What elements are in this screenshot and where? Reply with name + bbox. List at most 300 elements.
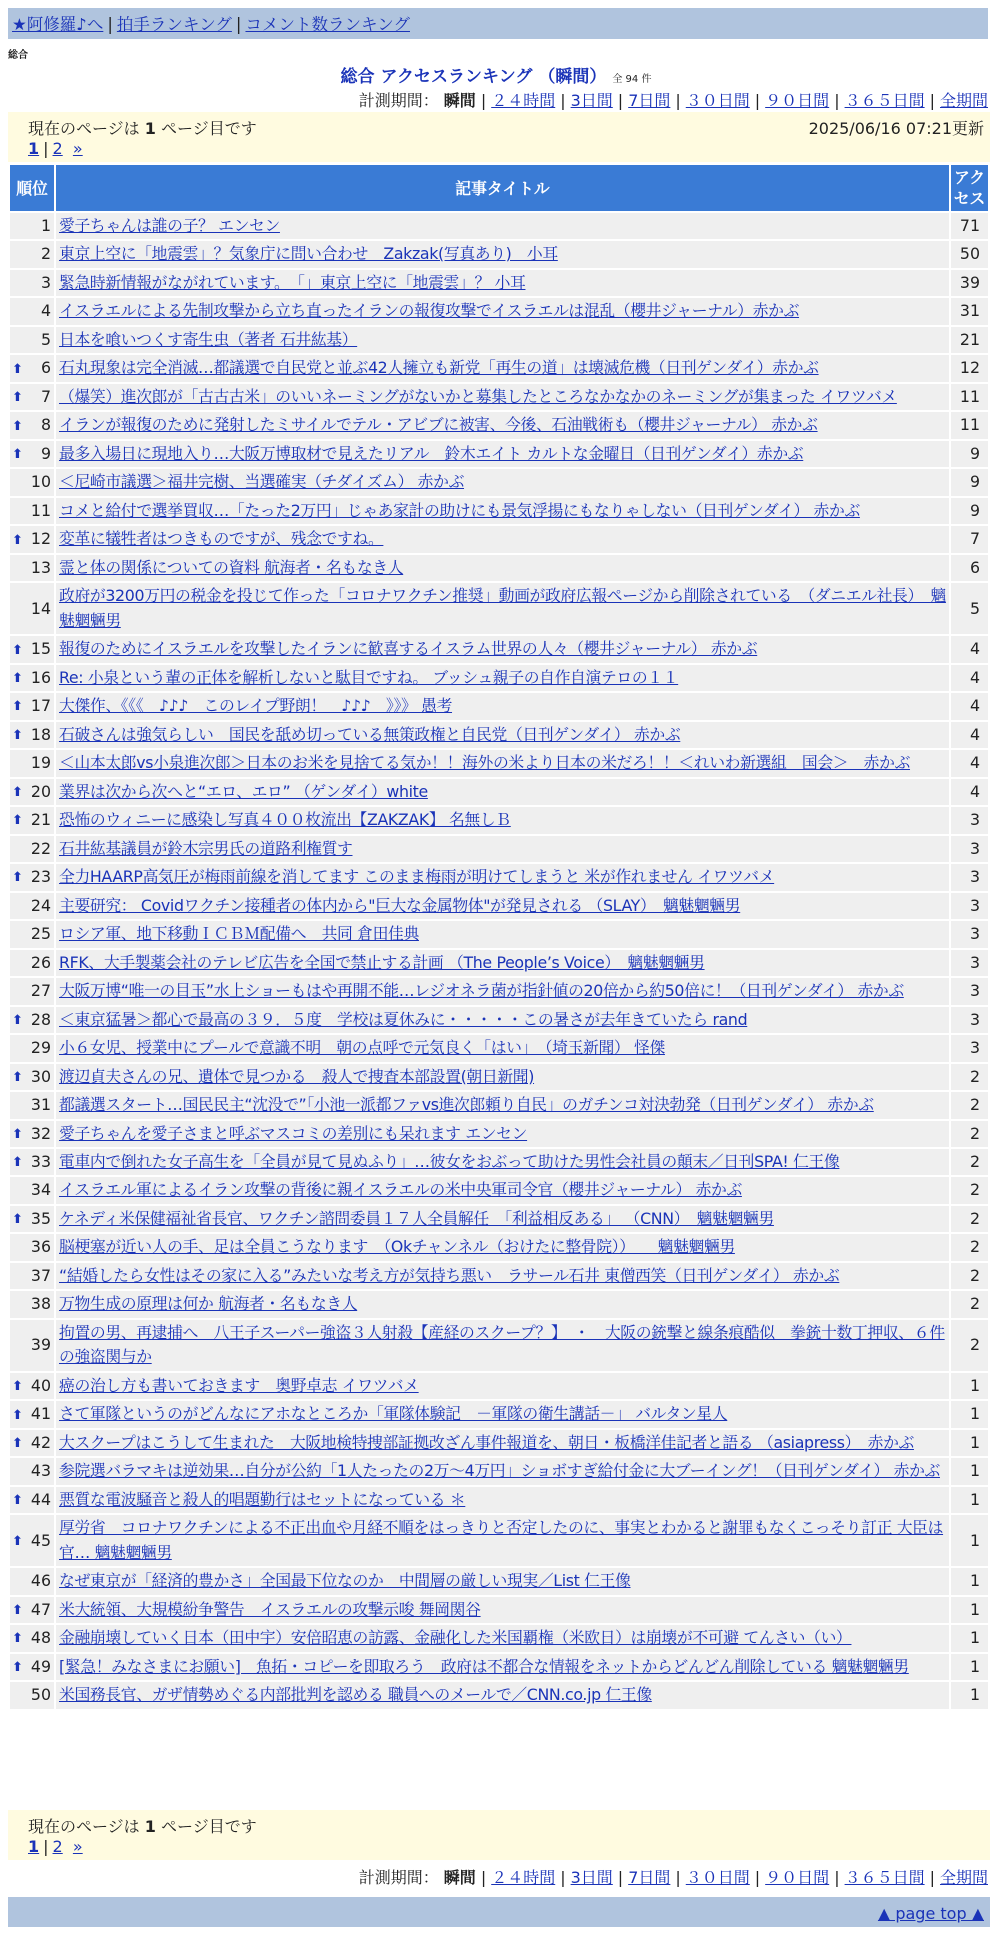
access-count: 1 <box>951 1373 988 1399</box>
article-title-link[interactable]: 渡辺貞夫さんの兄、遺体で見つかる 殺人で捜査本部設置(朝日新聞) <box>59 1066 535 1086</box>
table-row <box>10 722 988 748</box>
access-count: 3 <box>951 978 988 1004</box>
article-title-link[interactable]: 霊と体の関係についての資料 航海者・名もなき人 <box>59 557 404 577</box>
article-title-link[interactable]: 米国務長官、ガザ情勢めぐる内部批判を認める 職員へのメールで／CNN.co.jp 仁王像 <box>59 1685 652 1705</box>
article-title-link[interactable]: 愛子ちゃんを愛子さまと呼ぶマスコミの差別にも呆れます エンセン <box>59 1123 528 1143</box>
rank-cell <box>10 1291 54 1317</box>
article-title-link[interactable]: イスラエルによる先制攻撃から立ち直ったイランの報復攻撃でイスラエルは混乱（櫻井ジャーナル）赤かぶ <box>59 301 800 321</box>
article-title-link[interactable]: ＜山本太郎vs小泉進次郎＞日本のお米を見捨てる気か！！海外の米より日本の米だろ！！＜れいわ新選組 国会＞ 赤かぶ <box>59 753 911 773</box>
rank-number: 2 <box>40 244 51 264</box>
title-cell <box>56 1149 949 1175</box>
pager-page-1[interactable]: 1 <box>28 1837 40 1856</box>
rank-cell <box>10 1263 54 1289</box>
table-row <box>10 327 988 353</box>
title-cell <box>56 469 949 495</box>
title-cell <box>56 498 949 524</box>
pager-separator: | <box>43 1837 49 1856</box>
rank-number: 27 <box>30 981 51 1001</box>
rank-number: 34 <box>30 1180 51 1200</box>
article-title-link[interactable]: 石井紘基議員が鈴木宗男氏の道路利権質す <box>59 838 353 858</box>
access-count: 1 <box>951 1487 988 1513</box>
rank-number: 42 <box>30 1432 51 1452</box>
pager-page-2[interactable]: 2 <box>52 139 63 158</box>
article-title-link[interactable]: ケネディ米保健福祉省長官、ワクチン諮問委員１７人全員解任 「利益相反ある」 （CNN） 魑魅魍魎男 <box>59 1208 774 1228</box>
rank-number: 17 <box>30 696 51 716</box>
period-option[interactable]: 全期間 <box>939 1868 988 1887</box>
up-arrow-icon: ⬆ <box>12 670 23 686</box>
rank-cell <box>10 1654 54 1680</box>
rank-number: 50 <box>30 1685 51 1705</box>
article-title-link[interactable]: コメと給付で選挙買収…「たった2万円」じゃあ家計の助けにも景気浮揚にもなりゃしない（日刊ゲンダイ） 赤かぶ <box>59 500 860 520</box>
access-count: 11 <box>951 384 988 410</box>
period-separator: | <box>675 91 681 110</box>
article-title-link[interactable]: 東京上空に「地震雲」？気象庁に問い合わせ Zakzak(写真あり) 小耳 <box>59 244 558 264</box>
period-option[interactable]: 全期間 <box>939 91 988 110</box>
period-separator: | <box>560 1868 566 1887</box>
rank-cell <box>10 469 54 495</box>
table-row <box>10 1515 988 1566</box>
rank-cell <box>10 665 54 691</box>
rank-number: 36 <box>30 1237 51 1257</box>
up-arrow-icon: ⬆ <box>12 784 23 800</box>
access-count: 3 <box>951 807 988 833</box>
article-title-link[interactable]: 変革に犠牲者はつきものですが、残念ですね。 <box>59 529 384 549</box>
table-row <box>10 412 988 438</box>
rank-number: 16 <box>30 667 51 687</box>
rank-cell <box>10 1373 54 1399</box>
up-arrow-icon: ⬆ <box>12 1379 23 1395</box>
page-info-bottom <box>8 1810 990 1860</box>
title-cell <box>56 1263 949 1289</box>
rank-cell <box>10 441 54 467</box>
header-rank: 順位 <box>10 165 54 211</box>
nav-separator: | <box>107 15 113 34</box>
up-arrow-icon: ⬆ <box>12 1155 23 1171</box>
rank-number: 32 <box>30 1123 51 1143</box>
article-title-link[interactable]: 癌の治し方も書いておきます 奥野卓志 イワツバメ <box>59 1375 419 1395</box>
period-option[interactable]: ３０日間 <box>685 91 750 110</box>
rank-cell <box>10 693 54 719</box>
article-title-link[interactable]: イランが報復のために発射したミサイルでテル・アビブに被害、今後、石油戦術も（櫻井ジャーナル） 赤かぶ <box>59 415 818 435</box>
article-title-link[interactable]: 政府が3200万円の税金を投じて作った「コロナワクチン推奨」動画が政府広報ページから削除されている （ダニエル社長） 魑魅魍魎男 <box>59 586 946 630</box>
access-count: 2 <box>951 1149 988 1175</box>
page-prefix: 現在のページは <box>28 119 145 138</box>
title-cell <box>56 1234 949 1260</box>
rank-cell <box>10 555 54 581</box>
title-cell <box>56 1007 949 1033</box>
period-separator: | <box>834 1868 840 1887</box>
access-count: 1 <box>951 1515 988 1566</box>
period-option[interactable]: 7日間 <box>628 91 671 110</box>
title-cell <box>56 1177 949 1203</box>
rank-number: 26 <box>30 952 51 972</box>
access-count: 2 <box>951 1092 988 1118</box>
rank-number: 49 <box>30 1656 51 1676</box>
rank-number: 19 <box>30 753 51 773</box>
title-cell <box>56 665 949 691</box>
table-row <box>10 1092 988 1118</box>
rank-number: 12 <box>30 529 51 549</box>
article-title-link[interactable]: ＜東京猛暑＞都心で最高の３９．５度 学校は夏休みに・・・・・この暑さが去年きていたら rand <box>59 1009 748 1029</box>
nav-separator: | <box>235 15 242 34</box>
rank-number: 25 <box>30 924 51 944</box>
title-cell <box>56 1597 949 1623</box>
period-separator: | <box>929 1868 935 1887</box>
access-count: 1 <box>951 1458 988 1484</box>
period-current: 瞬間 <box>443 1868 476 1887</box>
access-count: 50 <box>951 241 988 267</box>
table-row <box>10 807 988 833</box>
article-title-link[interactable]: 悪質な電波騒音と殺人的唱題勤行はセットになっている ＊ <box>59 1489 466 1509</box>
period-separator: | <box>480 91 487 110</box>
current-page-text <box>28 1814 257 1837</box>
period-separator: | <box>617 1868 624 1887</box>
access-count: 4 <box>951 722 988 748</box>
article-title-link[interactable]: 万物生成の原理は何か 航海者・名もなき人 <box>59 1294 358 1314</box>
article-title-link[interactable]: 緊急時新情報がながれています。 「」東京上空に「地震雲」？ 小耳 <box>59 272 526 292</box>
rank-number: 40 <box>30 1375 51 1395</box>
rank-number: 6 <box>40 358 51 378</box>
article-title-link[interactable]: イスラエル軍によるイラン攻撃の背後に親イスラエルの米中央軍司令官（櫻井ジャーナル） 赤かぶ <box>59 1180 742 1200</box>
rank-cell <box>10 1401 54 1427</box>
current-page-text <box>28 116 257 139</box>
period-option[interactable]: 3日間 <box>570 91 613 110</box>
title-cell <box>56 298 949 324</box>
header-title: 記事タイトル <box>56 165 949 211</box>
rank-number: 7 <box>40 386 51 406</box>
article-title-link[interactable]: 日本を喰いつくす寄生虫（著者 石井紘基） <box>59 329 358 349</box>
title-cell <box>56 412 949 438</box>
table-row <box>10 1401 988 1427</box>
pager-next[interactable]: » <box>72 139 83 158</box>
table-row <box>10 779 988 805</box>
rank-number: 5 <box>40 329 51 349</box>
title-cell <box>56 1035 949 1061</box>
page-top-link[interactable]: ▲ page top ▲ <box>877 1904 984 1923</box>
rank-number: 33 <box>30 1151 51 1171</box>
rank-number: 37 <box>30 1265 51 1285</box>
table-row <box>10 1035 988 1061</box>
table-row <box>10 864 988 890</box>
table-row <box>10 921 988 947</box>
article-title-link[interactable]: 電車内で倒れた女子高生を「全員が見て見ぬふり」…彼女をおぶって助けた男性会社員の顛末／日刊SPA! 仁王像 <box>59 1151 840 1171</box>
table-row <box>10 1373 988 1399</box>
period-label: 計測期間： <box>358 1868 439 1887</box>
table-row <box>10 441 988 467</box>
article-title-link[interactable]: 大スクープはこうして生まれた 大阪地検特捜部証拠改ざん事件報道を、朝日・板橋洋佳記者と語る （asiapress） 赤かぶ <box>59 1432 914 1452</box>
table-row <box>10 665 988 691</box>
title-cell <box>56 1654 949 1680</box>
rank-cell <box>10 1320 54 1371</box>
table-row <box>10 1625 988 1651</box>
total-count: 全 94 件 <box>612 74 652 85</box>
access-count: 1 <box>951 1682 988 1708</box>
access-count: 9 <box>951 469 988 495</box>
title-cell <box>56 1430 949 1456</box>
article-title-link[interactable]: 米大統領、大規模紛争警告 イスラエルの攻撃示唆 舞岡関谷 <box>59 1599 481 1619</box>
rank-number: 10 <box>30 472 51 492</box>
title-cell <box>56 950 949 976</box>
rank-cell <box>10 1234 54 1260</box>
nav-comment-ranking-link[interactable]: コメント数ランキング <box>245 15 410 34</box>
table-row <box>10 355 988 381</box>
period-option[interactable]: ３０日間 <box>685 1868 750 1887</box>
article-title-link[interactable]: RFK、大手製薬会社のテレビ広告を全国で禁止する計画 （The People’s Voice） 魑魅魍魎男 <box>59 952 705 972</box>
rank-number: 46 <box>30 1571 51 1591</box>
period-option[interactable]: ９０日間 <box>765 1868 830 1887</box>
title-cell <box>56 1401 949 1427</box>
rank-number: 45 <box>30 1530 51 1550</box>
page-prefix: 現在のページは <box>28 1817 145 1836</box>
table-row <box>10 1682 988 1708</box>
article-title-link[interactable]: Re: 小泉という輩の正体を解析しないと駄目ですね。 ブッシュ親子の自作自演テロの１１ <box>59 667 679 687</box>
header-access: アクセス <box>951 165 988 211</box>
table-row <box>10 1064 988 1090</box>
period-option[interactable]: ２４時間 <box>491 1868 556 1887</box>
access-count: 4 <box>951 636 988 662</box>
section-tag: 総合 <box>8 50 28 61</box>
article-title-link[interactable]: （爆笑）進次郎が「古古古米」のいいネーミングがないかと募集したところなかなかのネーミングが集まった イワツバメ <box>59 386 897 406</box>
article-title-link[interactable]: 都議選スタート…国民民主“沈没で”「小池一派都ファvs進次郎頼り自民」のガチンコ対決勃発（日刊ゲンダイ） 赤かぶ <box>59 1095 874 1115</box>
period-separator: | <box>929 91 935 110</box>
period-option[interactable]: 3日間 <box>570 1868 613 1887</box>
rank-number: 4 <box>40 301 51 321</box>
period-separator: | <box>754 91 761 110</box>
table-row <box>10 750 988 776</box>
table-row <box>10 213 988 239</box>
table-row <box>10 1320 988 1371</box>
nav-home-link[interactable]: ★阿修羅♪へ <box>12 15 104 34</box>
article-title-link[interactable]: 全力HAARP高気圧が梅雨前線を消してます このまま梅雨が明けてしまうと 米が作れません イワツバメ <box>59 867 775 887</box>
rank-cell <box>10 1458 54 1484</box>
table-row <box>10 469 988 495</box>
up-arrow-icon: ⬆ <box>12 418 23 434</box>
rank-cell <box>10 921 54 947</box>
title-cell <box>56 1291 949 1317</box>
article-title-link[interactable]: 厚労省 コロナワクチンによる不正出血や月経不順をはっきりと否定したのに、事実とわかると謝罪もなくこっそり訂正 大臣は官… 魑魅魍魎男 <box>59 1518 944 1562</box>
article-title-link[interactable]: 小６女児、授業中にプールで意識不明 朝の点呼で元気良く「はい」 （埼玉新聞） 怪傑 <box>59 1038 665 1058</box>
table-row <box>10 1654 988 1680</box>
access-count: 1 <box>951 1401 988 1427</box>
title-cell <box>56 1682 949 1708</box>
title-cell <box>56 270 949 296</box>
access-count: 1 <box>951 1430 988 1456</box>
title-cell <box>56 693 949 719</box>
period-option[interactable]: ２４時間 <box>491 91 556 110</box>
period-option[interactable]: ３６５日間 <box>844 91 925 110</box>
access-count: 2 <box>951 1177 988 1203</box>
period-selector-bottom <box>359 1865 988 1888</box>
period-option[interactable]: ９０日間 <box>765 91 830 110</box>
title-cell <box>56 1625 949 1651</box>
table-row <box>10 298 988 324</box>
rank-cell <box>10 583 54 634</box>
table-row <box>10 950 988 976</box>
article-title-link[interactable]: 参院選バラマキは逆効果…自分が公約「1人たったの2万～4万円」ショボすぎ給付金に大ブーイング！（日刊ゲンダイ） 赤かぶ <box>59 1461 940 1481</box>
title-cell <box>56 1121 949 1147</box>
up-arrow-icon: ⬆ <box>12 1212 23 1228</box>
article-title-link[interactable]: 金融崩壊していく日本（田中宇）安倍昭恵の訪露、金融化した米国覇権（米欧日）は崩壊が不可避 てんさい（い） <box>59 1628 852 1648</box>
article-title-link[interactable]: さて軍隊というのがどんなにアホなところか「軍隊体験記 －軍隊の衛生講話－」 バルタン星人 <box>59 1404 728 1424</box>
article-title-link[interactable]: ＜尼崎市議選＞福井完樹、当選確実（チダイズム） 赤かぶ <box>59 472 465 492</box>
title-cell <box>56 779 949 805</box>
article-title-link[interactable]: “結婚したら女性はその家に入る”みたいな考え方が気持ち悪い ラサール石井 東僧西笑（日刊ゲンダイ） 赤かぶ <box>59 1265 840 1285</box>
access-count: 31 <box>951 298 988 324</box>
period-separator: | <box>675 1868 681 1887</box>
access-count: 2 <box>951 1234 988 1260</box>
rank-number: 48 <box>30 1628 51 1648</box>
table-row <box>10 1568 988 1594</box>
title-cell <box>56 583 949 634</box>
access-count: 2 <box>951 1206 988 1232</box>
table-row <box>10 1597 988 1623</box>
pager-next[interactable]: » <box>72 1837 83 1856</box>
rank-number: 30 <box>30 1066 51 1086</box>
rank-cell <box>10 270 54 296</box>
rank-cell <box>10 893 54 919</box>
title-cell <box>56 1064 949 1090</box>
article-title-link[interactable]: 大阪万博“唯一の目玉”水上ショーもはや再開不能…レジオネラ菌が指針値の20倍から約50倍に！（日刊ゲンダイ） 赤かぶ <box>59 981 904 1001</box>
rank-cell <box>10 384 54 410</box>
table-row <box>10 1007 988 1033</box>
access-count: 21 <box>951 327 988 353</box>
title-cell <box>56 864 949 890</box>
article-title-link[interactable]: 主要研究： Covidワクチン接種者の体内から"巨大な金属物体"が発見される （SLAY） 魑魅魍魎男 <box>59 895 741 915</box>
period-separator: | <box>480 1868 487 1887</box>
rank-cell <box>10 864 54 890</box>
updated-timestamp: 2025/06/16 07:21更新 <box>808 119 984 138</box>
rank-cell <box>10 327 54 353</box>
pager <box>28 1837 83 1856</box>
up-arrow-icon: ⬆ <box>12 390 23 406</box>
article-title-link[interactable]: 石破さんは強気らしい 国民を舐め切っている無策政権と自民党（日刊ゲンダイ） 赤かぶ <box>59 724 681 744</box>
access-count: 11 <box>951 412 988 438</box>
up-arrow-icon: ⬆ <box>12 1533 23 1549</box>
table-row <box>10 1291 988 1317</box>
article-title-link[interactable]: 石丸現象は完全消滅…都議選で自民党と並ぶ42人擁立も新党「再生の道」は壊滅危機（日刊ゲンダイ）赤かぶ <box>59 358 819 378</box>
access-count: 3 <box>951 921 988 947</box>
period-separator: | <box>754 1868 761 1887</box>
article-title-link[interactable]: なぜ東京が「経済的豊かさ」全国最下位なのか 中間層の厳しい現実／List 仁王像 <box>59 1571 631 1591</box>
up-arrow-icon: ⬆ <box>12 1436 23 1452</box>
rank-number: 22 <box>30 838 51 858</box>
rank-cell <box>10 1092 54 1118</box>
period-separator: | <box>560 91 566 110</box>
up-arrow-icon: ⬆ <box>12 870 23 886</box>
up-arrow-icon: ⬆ <box>12 361 23 377</box>
table-row <box>10 555 988 581</box>
page-info-top <box>8 112 990 162</box>
table-row <box>10 1177 988 1203</box>
title-cell <box>56 241 949 267</box>
article-title-link[interactable]: 業界は次から次へと“エロ、エロ” （ゲンダイ）white <box>59 781 428 801</box>
top-nav <box>8 8 988 39</box>
title-cell <box>56 722 949 748</box>
ranking-heading <box>0 62 992 87</box>
up-arrow-icon: ⬆ <box>12 727 23 743</box>
access-count: 3 <box>951 1035 988 1061</box>
title-cell <box>56 750 949 776</box>
up-arrow-icon: ⬆ <box>12 699 23 715</box>
up-arrow-icon: ⬆ <box>12 532 23 548</box>
table-row <box>10 636 988 662</box>
ranking-title: 総合 アクセスランキング （瞬間） <box>340 67 607 87</box>
pager-page-1[interactable]: 1 <box>28 139 40 158</box>
rank-cell <box>10 1682 54 1708</box>
title-cell <box>56 807 949 833</box>
period-separator: | <box>834 91 840 110</box>
access-count: 4 <box>951 750 988 776</box>
pager-page-2[interactable]: 2 <box>52 1837 63 1856</box>
rank-number: 35 <box>30 1208 51 1228</box>
article-title-link[interactable]: 大傑作、《《《 ♪♪♪ このレイプ野朗！ ♪♪♪ 》》》 愚考 <box>59 696 453 716</box>
rank-number: 20 <box>30 781 51 801</box>
rank-cell <box>10 1515 54 1566</box>
table-row <box>10 1121 988 1147</box>
rank-number: 28 <box>30 1009 51 1029</box>
access-count: 2 <box>951 1291 988 1317</box>
up-arrow-icon: ⬆ <box>12 642 23 658</box>
title-cell <box>56 384 949 410</box>
up-arrow-icon: ⬆ <box>12 1659 23 1675</box>
access-count: 3 <box>951 893 988 919</box>
title-cell <box>56 526 949 552</box>
period-option[interactable]: 7日間 <box>628 1868 671 1887</box>
bottom-bar <box>8 1897 990 1927</box>
rank-number: 39 <box>30 1335 51 1355</box>
rank-cell <box>10 1035 54 1061</box>
title-cell <box>56 978 949 1004</box>
period-option[interactable]: ３６５日間 <box>844 1868 925 1887</box>
up-arrow-icon: ⬆ <box>12 1493 23 1509</box>
article-title-link[interactable]: 報復のためにイスラエルを攻撃したイランに歓喜するイスラム世界の人々（櫻井ジャーナル） 赤かぶ <box>59 639 758 659</box>
title-cell <box>56 441 949 467</box>
title-cell <box>56 1515 949 1566</box>
article-title-link[interactable]: 脳梗塞が近い人の手、足は全員こうなります （Okチャンネル（おけたに整骨院）） 魑魅魍魎男 <box>59 1237 735 1257</box>
rank-cell <box>10 750 54 776</box>
access-count: 39 <box>951 270 988 296</box>
article-title-link[interactable]: 拘置の男、再逮捕へ 八王子スーパー強盗３人射殺【産経のスクープ？】 ・ 大阪の銃撃と線条痕酷似 拳銃十数丁押収、６件の強盗関与か <box>59 1322 945 1367</box>
access-count: 1 <box>951 1568 988 1594</box>
rank-number: 8 <box>40 415 51 435</box>
rank-cell <box>10 1625 54 1651</box>
table-row <box>10 893 988 919</box>
access-count: 6 <box>951 555 988 581</box>
article-title-link[interactable]: ロシア軍、地下移動ＩＣＢＭ配備へ 共同 倉田佳典 <box>59 924 419 944</box>
rank-cell <box>10 498 54 524</box>
article-title-link[interactable]: 最多入場日に現地入り…大阪万博取材で見えたリアル 鈴木エイト カルトな金曜日（日刊ゲンダイ）赤かぶ <box>59 443 804 463</box>
article-title-link[interactable]: [緊急！みなさまにお願い] 魚拓・コピーを即取ろう 政府は不都合な情報をネットからどんどん削除している 魑魅魍魎男 <box>59 1656 909 1676</box>
table-row <box>10 498 988 524</box>
rank-cell <box>10 1149 54 1175</box>
rank-cell <box>10 836 54 862</box>
access-count: 1 <box>951 1597 988 1623</box>
table-row <box>10 241 988 267</box>
rank-cell <box>10 1007 54 1033</box>
up-arrow-icon: ⬆ <box>12 813 23 829</box>
rank-number: 11 <box>30 500 51 520</box>
access-count: 3 <box>951 1007 988 1033</box>
rank-cell <box>10 213 54 239</box>
rank-number: 21 <box>30 810 51 830</box>
nav-clap-ranking-link[interactable]: 拍手ランキング <box>116 15 232 34</box>
article-title-link[interactable]: 恐怖のウィニーに感染し写真４００枚流出【ZAKZAK】 名無しＢ <box>59 810 511 830</box>
title-cell <box>56 921 949 947</box>
article-title-link[interactable]: 愛子ちゃんは誰の子？ エンセン <box>59 216 280 235</box>
rank-number: 13 <box>30 557 51 577</box>
title-cell <box>56 636 949 662</box>
rank-cell <box>10 412 54 438</box>
